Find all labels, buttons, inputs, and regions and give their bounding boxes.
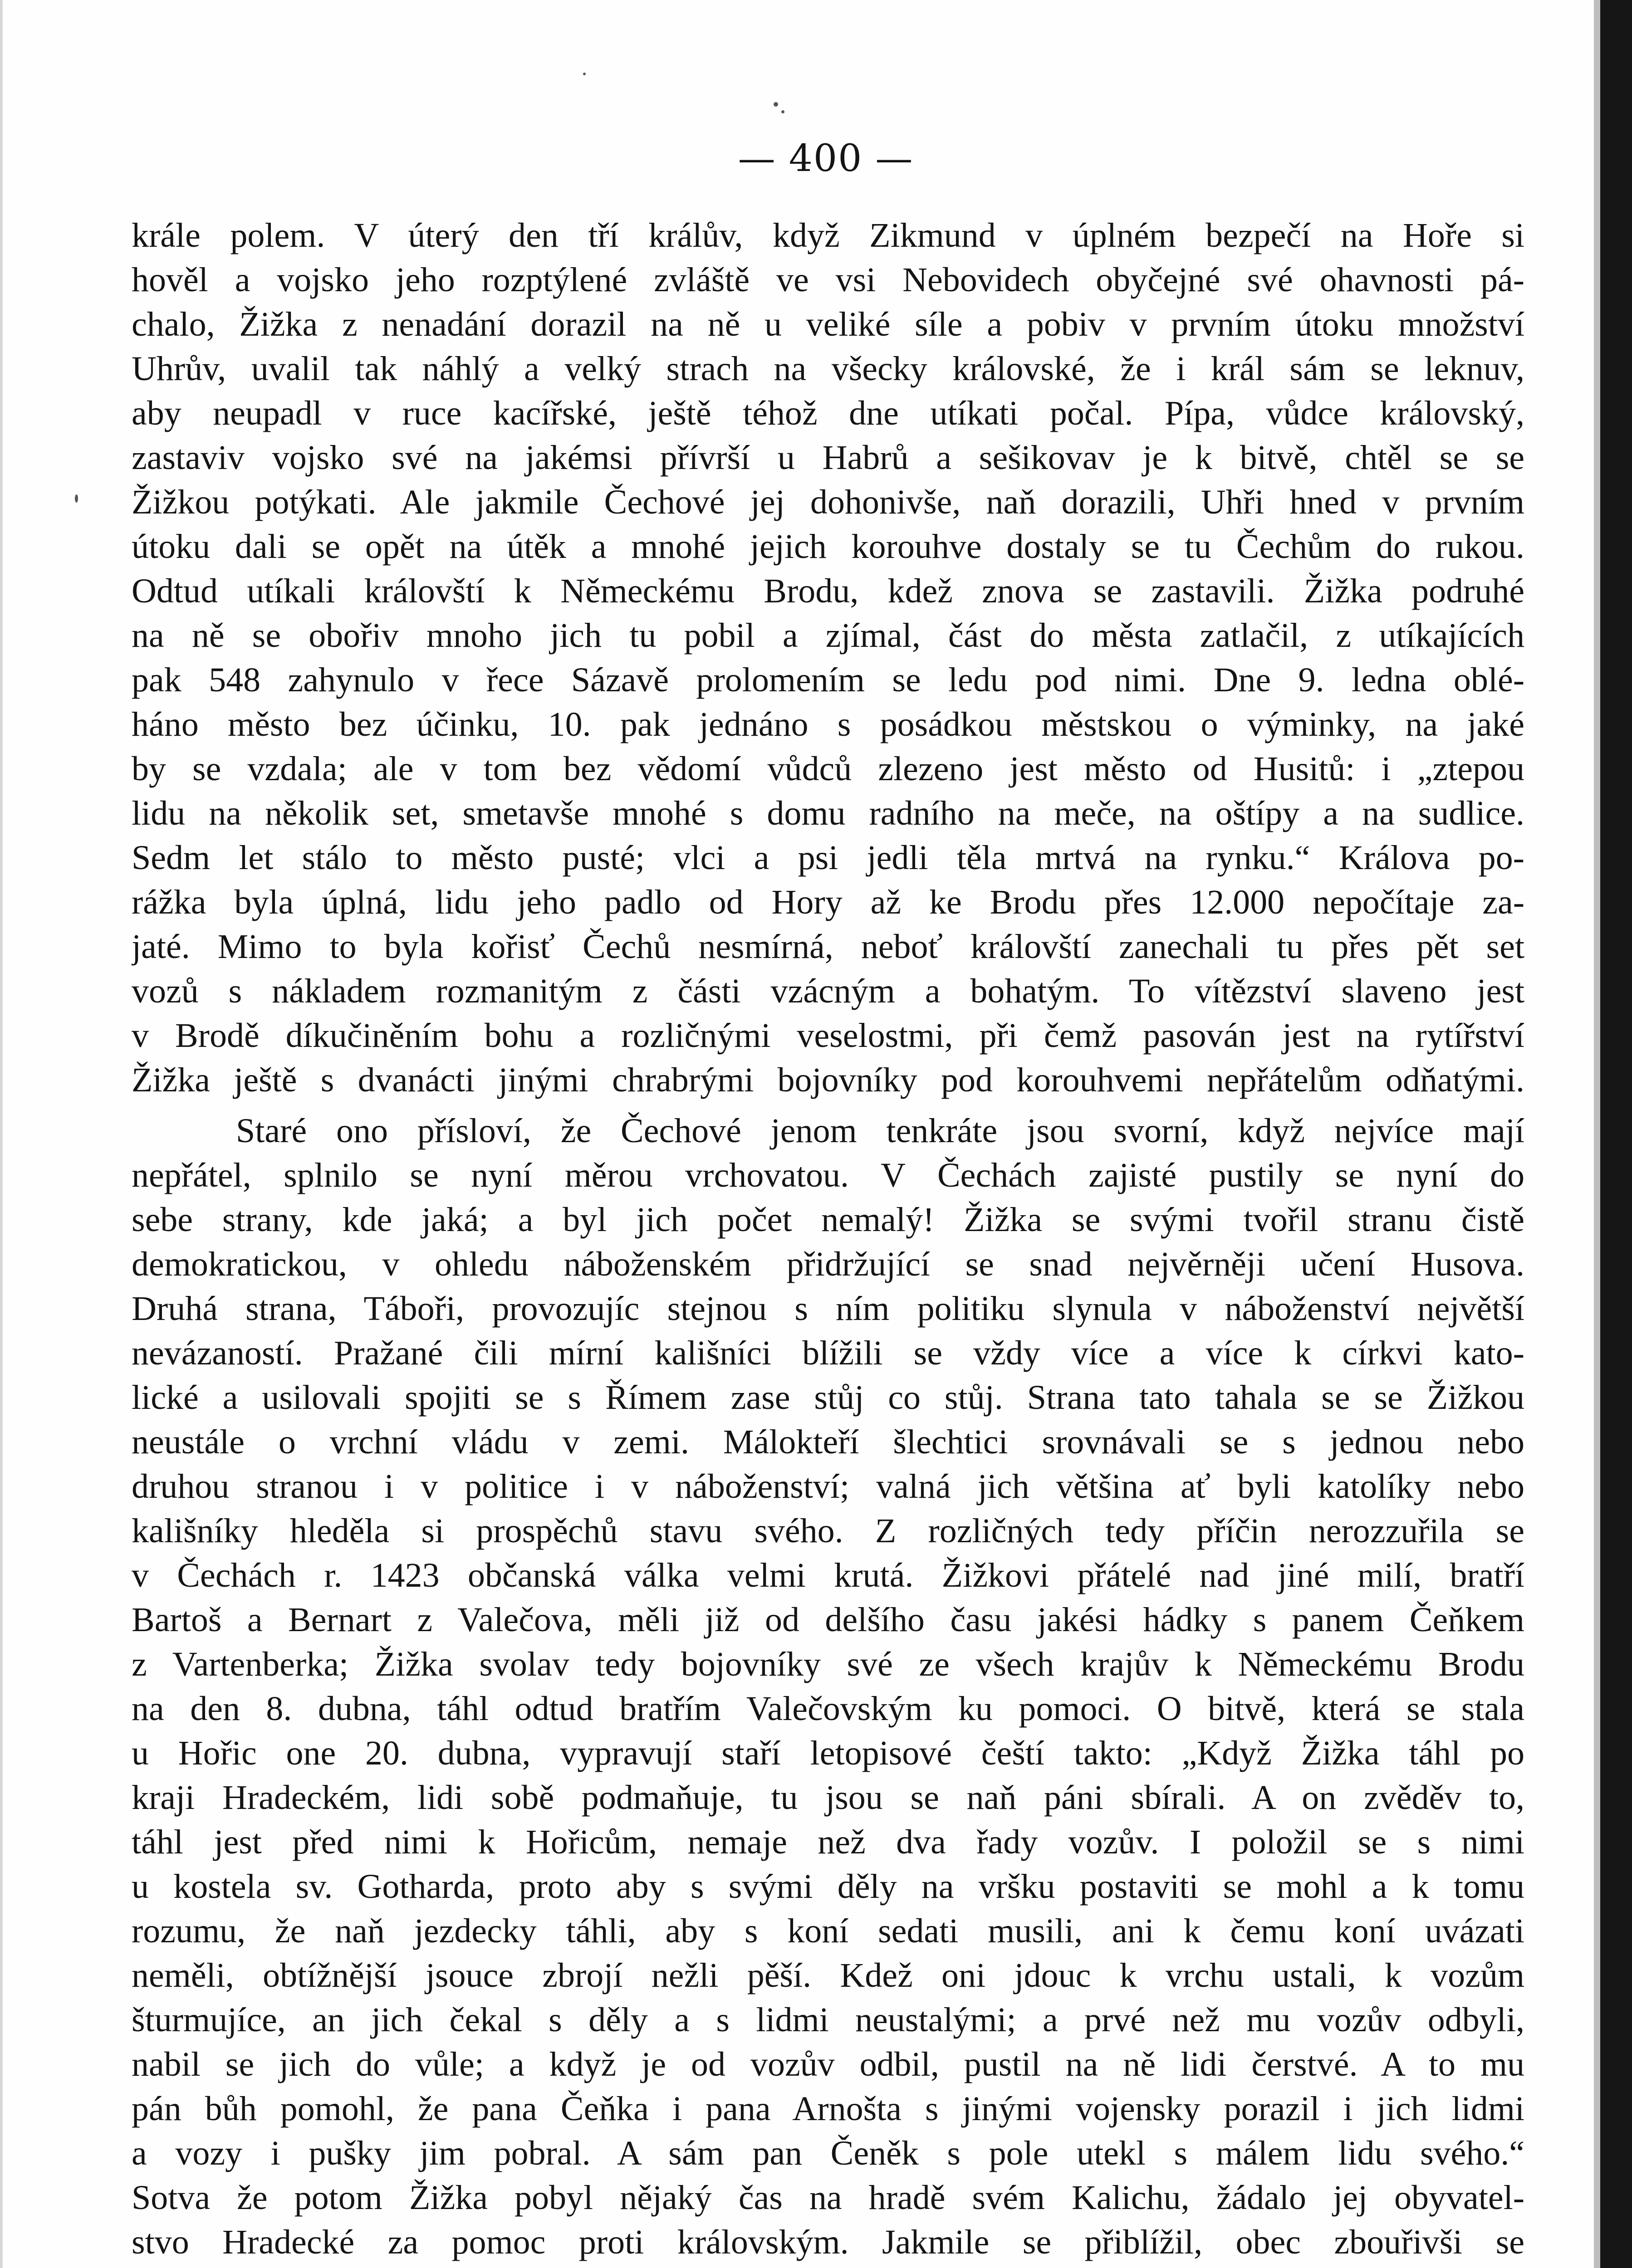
text-line: šturmujíce, an jich čekal s děly a s lidmi neustalými; a prvé než mu vozův odbyli,	[132, 2001, 1524, 2039]
text-line: u Hořic one 20. dubna, vypravují staří letopisové čeští takto: „Když Žižka táhl po	[132, 1734, 1524, 1772]
text-line: by se vzdala; ale v tom bez vědomí vůdců zlezeno jest město od Husitů: i „ztepou	[132, 750, 1524, 788]
text-line: Odtud utíkali královští k Německému Brodu, kdež znova se zastavili. Žižka podruhé	[132, 572, 1524, 610]
text-line: háno město bez účinku, 10. pak jednáno s posádkou městskou o výminky, na jaké	[132, 705, 1524, 743]
text-line: nevázaností. Pražané čili mírní kališníci blížili se vždy více a více k církvi kato-	[132, 1334, 1524, 1372]
text-line: Žižka ještě s dvanácti jinými chrabrými bojovníky pod korouhvemi nepřátelům odňatými.	[132, 1061, 1524, 1099]
text-line: pak 548 zahynulo v řece Sázavě prolomením se ledu pod nimi. Dne 9. ledna oblé-	[132, 661, 1524, 699]
body-text	[132, 213, 1524, 2268]
text-line: kraji Hradeckém, lidi sobě podmaňuje, tu jsou se naň páni sbírali. A on zvěděv to,	[132, 1779, 1524, 1817]
text-line: Uhrův, uvalil tak náhlý a velký strach na všecky královské, že i král sám se leknuv,	[132, 350, 1524, 388]
text-line: nabil se jich do vůle; a když je od vozův odbil, pustil na ně lidi čerstvé. A to mu	[132, 2045, 1524, 2083]
text-line: útoku dali se opět na útěk a mnohé jejich korouhve dostaly se tu Čechům do rukou.	[132, 528, 1524, 566]
dust-speck	[774, 102, 778, 107]
text-line: chalo, Žižka z nenadání dorazil na ně u veliké síle a pobiv v prvním útoku množství	[132, 305, 1524, 343]
text-line: pán bůh pomohl, že pana Čeňka i pana Arnošta s jinými vojensky porazil i jich lidmi	[132, 2090, 1524, 2128]
text-line: u kostela sv. Gotharda, proto aby s svými děly na vršku postaviti se mohl a k tomu	[132, 1867, 1524, 1906]
text-line: jaté. Mimo to byla kořisť Čechů nesmírná, neboť královští zanechali tu přes pět set	[132, 928, 1524, 966]
text-line: Bartoš a Bernart z Valečova, měli již od delšího času jakési hádky s panem Čeňkem	[132, 1601, 1524, 1639]
paragraph	[132, 213, 1524, 1102]
paragraph	[132, 1109, 1524, 2268]
page-left-edge	[0, 0, 3, 2268]
text-line: hověl a vojsko jeho rozptýlené zvláště ve vsi Nebovidech obyčejné své ohavnosti pá-	[132, 261, 1524, 299]
text-line: demokratickou, v ohledu náboženském přidržující se snad nejvěrněji učení Husova.	[132, 1245, 1524, 1283]
text-line: Staré ono přísloví, že Čechové jenom tenkráte jsou svorní, když nejvíce mají	[236, 1112, 1524, 1150]
text-line: Sotva že potom Žižka pobyl nějaký čas na hradě svém Kalichu, žádalo jej obyvatel-	[132, 2179, 1524, 2217]
text-line: na ně se obořiv mnoho jich tu pobil a zjímal, část do města zatlačil, z utíkajících	[132, 616, 1524, 655]
dust-speck	[583, 73, 586, 75]
text-line: nepřátel, splnilo se nyní měrou vrchovatou. V Čechách zajisté pustily se nyní do	[132, 1156, 1524, 1194]
text-line: v Brodě díkučiněním bohu a rozličnými veselostmi, při čemž pasován jest na rytířství	[132, 1017, 1524, 1055]
text-line: Druhá strana, Táboři, provozujíc stejnou s ním politiku slynula v náboženství největší	[132, 1290, 1524, 1328]
text-line: táhl jest před nimi k Hořicům, nemaje než dva řady vozův. I položil se s nimi	[132, 1823, 1524, 1861]
text-line: sebe strany, kde jaká; a byl jich počet nemalý! Žižka se svými tvořil stranu čistě	[132, 1201, 1524, 1239]
text-line: lické a usilovali spojiti se s Římem zase stůj co stůj. Strana tato tahala se se Žižkou	[132, 1378, 1524, 1417]
text-line: lidu na několik set, smetavše mnohé s domu radního na meče, na oštípy a na sudlice.	[132, 794, 1524, 832]
text-line: stvo Hradecké za pomoc proti královským. Jakmile se přiblížil, obec zbouřivši se	[132, 2223, 1524, 2261]
text-line: na den 8. dubna, táhl odtud bratřím Valečovským ku pomoci. O bitvě, která se stala	[132, 1690, 1524, 1728]
text-line: rážka byla úplná, lidu jeho padlo od Hory až ke Brodu přes 12.000 nepočítaje za-	[132, 883, 1524, 921]
text-line: vozů s nákladem rozmanitým z části vzácným a bohatým. To vítězství slaveno jest	[132, 972, 1524, 1010]
text-line: rozumu, že naň jezdecky táhli, aby s koní sedati musili, ani k čemu koní uvázati	[132, 1912, 1524, 1950]
paragraph-gap	[132, 1102, 1524, 1109]
text-line: a vozy i pušky jim pobral. A sám pan Čeněk s pole utekl s málem lidu svého.“	[132, 2134, 1524, 2172]
text-line: neměli, obtížnější jsouce zbrojí nežli pěší. Kdež oni jdouc k vrchu ustali, k vozům	[132, 1956, 1524, 1994]
dust-speck	[75, 494, 78, 503]
text-line: v Čechách r. 1423 občanská válka velmi krutá. Žižkovi přátelé nad jiné milí, bratří	[132, 1556, 1524, 1594]
text-line: aby neupadl v ruce kacířské, ještě téhož dne utíkati počal. Pípa, vůdce královský,	[132, 394, 1524, 432]
text-line: z Vartenberka; Žižka svolav tedy bojovníky své ze všech krajův k Německému Brodu	[132, 1645, 1524, 1683]
page-right-edge	[1600, 0, 1632, 2268]
text-line: zastaviv vojsko své na jakémsi přívrší u Habrů a sešikovav je k bitvě, chtěl se se	[132, 439, 1524, 477]
text-line	[132, 2264, 1524, 2268]
text-line: druhou stranou i v politice i v náboženství; valná jich většina ať byli katolíky nebo	[132, 1467, 1524, 1505]
text-line: Sedm let stálo to město pusté; vlci a psi jedli těla mrtvá na rynku.“ Králova po-	[132, 839, 1524, 877]
page-number: — 400 —	[738, 137, 914, 180]
page-right-edge-shadow	[1594, 0, 1600, 2268]
text-line: krále polem. V úterý den tří králův, když Zikmund v úplném bezpečí na Hoře si	[132, 216, 1524, 254]
text-line: Žižkou potýkati. Ale jakmile Čechové jej dohonivše, naň dorazili, Uhři hned v prvním	[132, 483, 1524, 521]
dust-speck	[781, 110, 784, 113]
text-line: kališníky hleděla si prospěchů stavu svého. Z rozličných tedy příčin nerozzuřila se	[132, 1512, 1524, 1550]
text-line: neustále o vrchní vládu v zemi. Málokteří šlechtici srovnávali se s jednou nebo	[132, 1423, 1524, 1461]
